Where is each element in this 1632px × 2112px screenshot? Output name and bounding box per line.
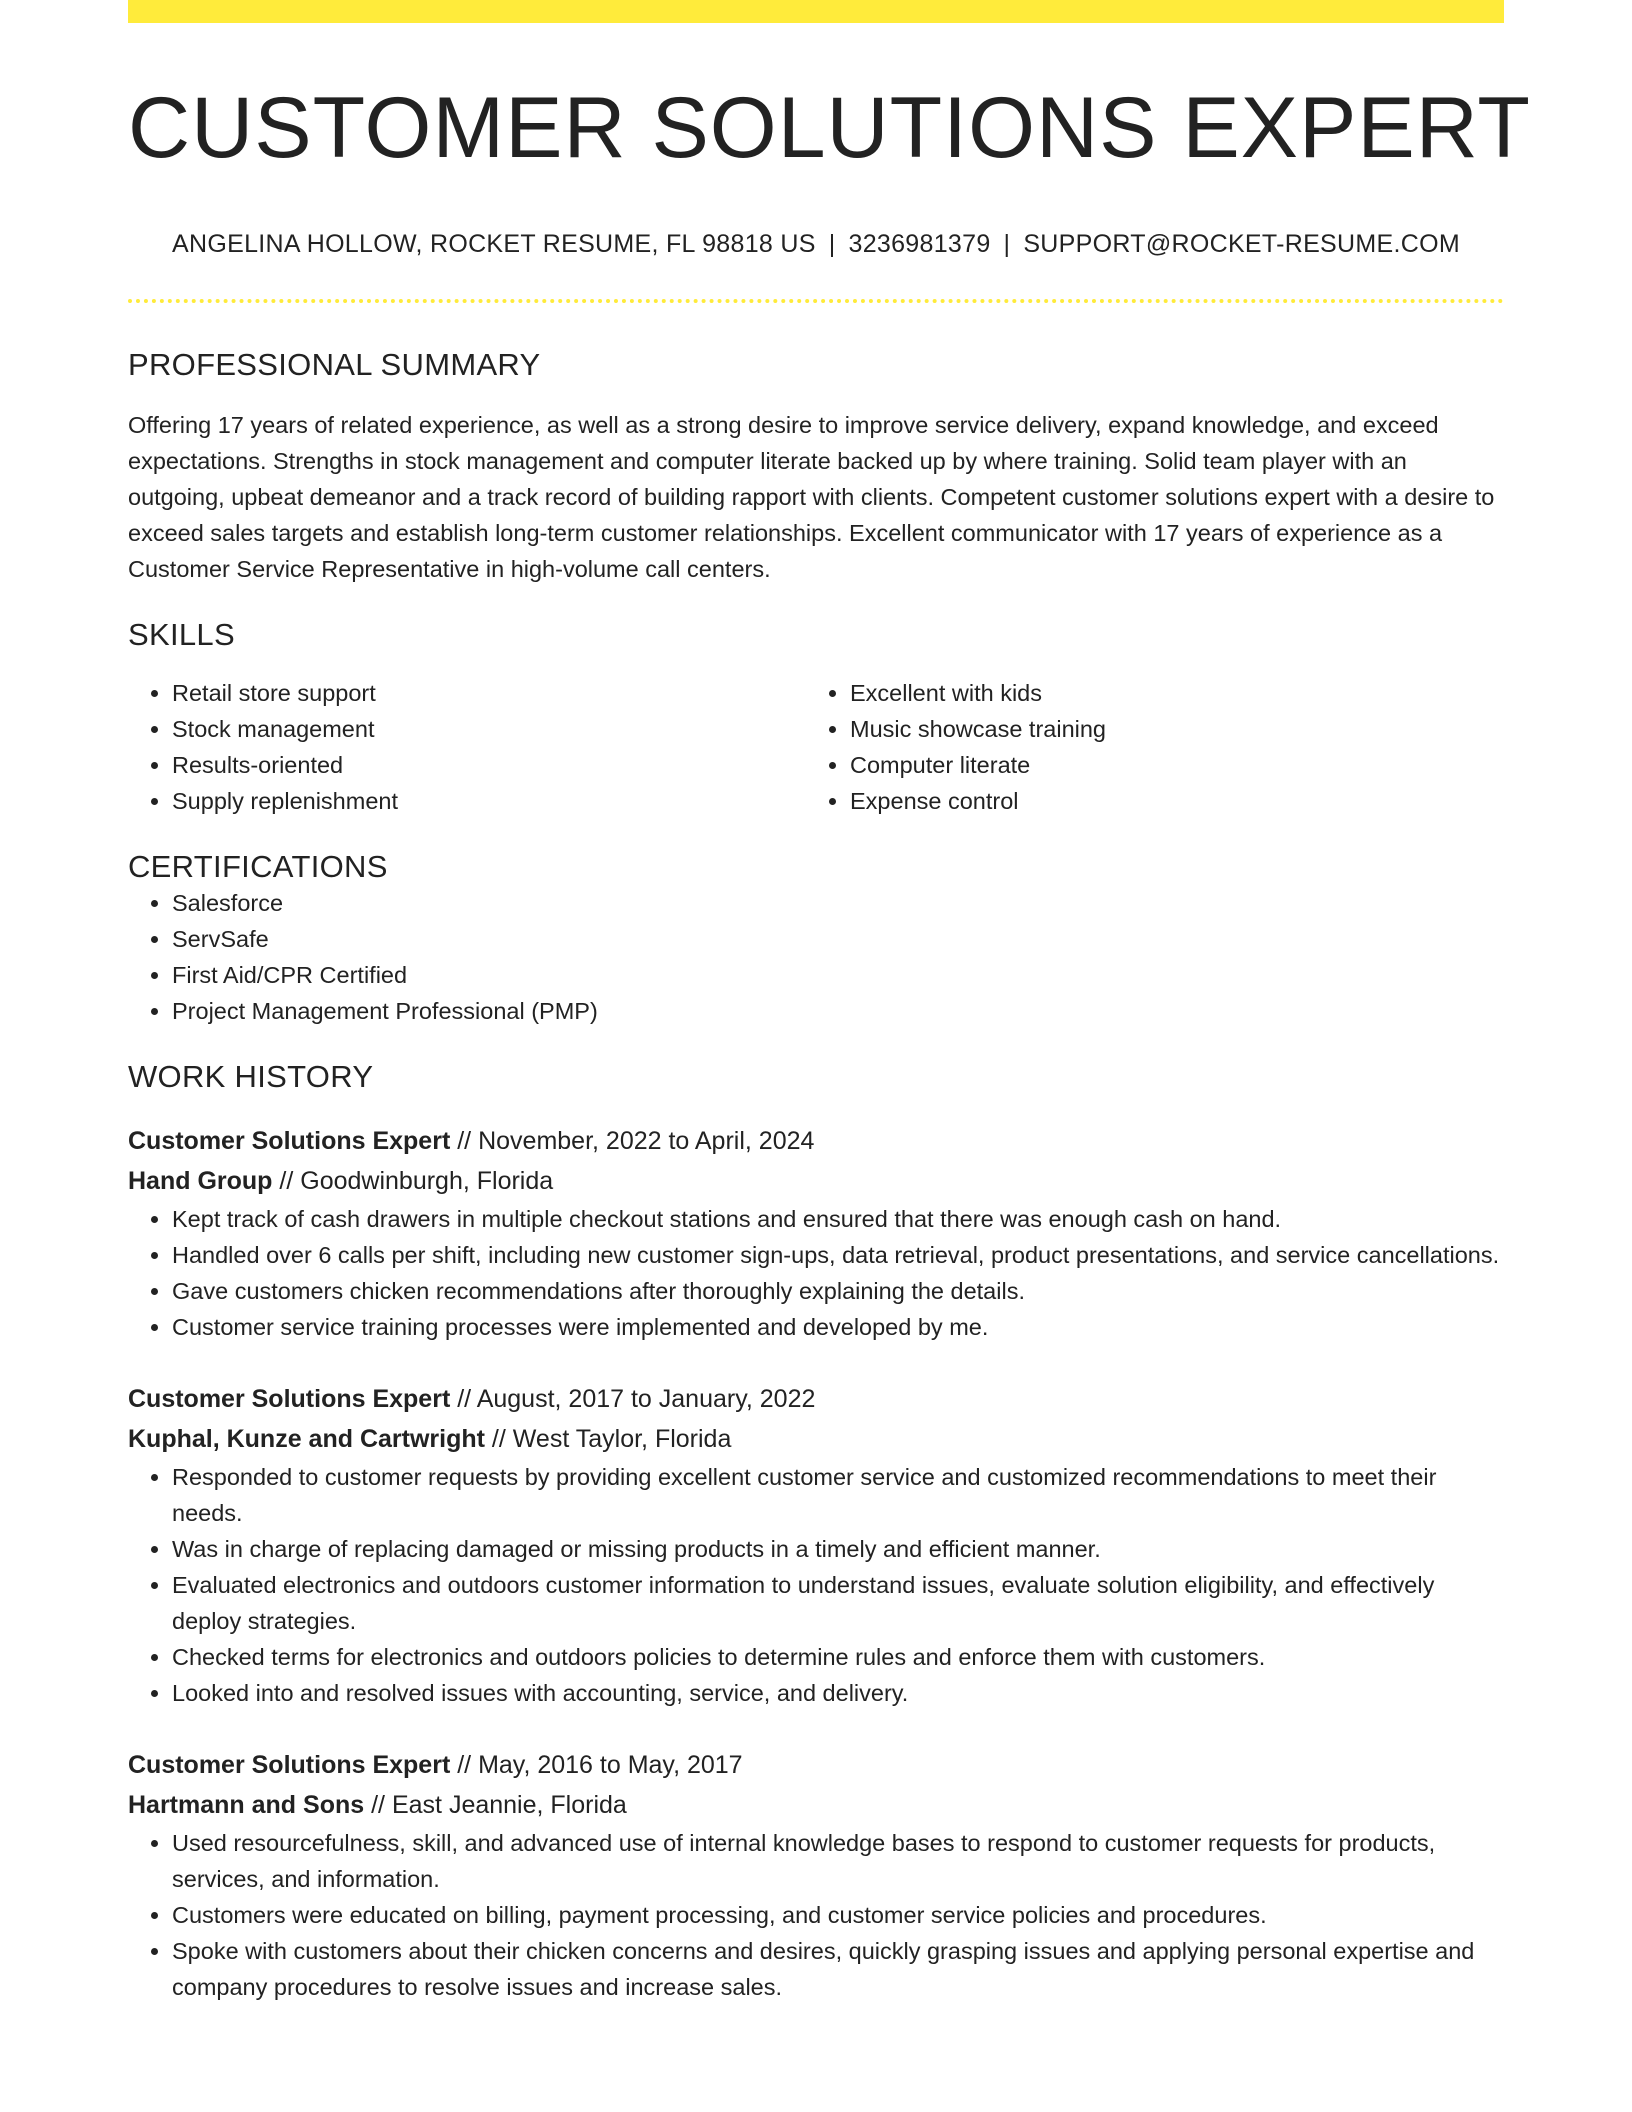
skills-column-left bbox=[128, 675, 806, 819]
contact-address: ANGELINA HOLLOW, ROCKET RESUME, FL 98818 US bbox=[172, 229, 816, 258]
certification-item: • ServSafe bbox=[172, 921, 1504, 957]
skill-item: • Computer literate bbox=[850, 747, 1484, 783]
job-dates: May, 2016 to May, 2017 bbox=[478, 1750, 743, 1779]
job-bullet: • Kept track of cash drawers in multiple checkout stations and ensured that there was enough cash on hand. bbox=[172, 1201, 1504, 1237]
job-bullets bbox=[128, 1201, 1504, 1345]
job-separator: // bbox=[457, 1126, 472, 1155]
skill-item: • Stock management bbox=[172, 711, 806, 747]
summary-text: Offering 17 years of related experience, as well as a strong desire to improve service delivery, expand knowledge, and exceed expectations. Strengths in stock management and computer literate backed up by where training. Solid team player with an outgoing, upbeat demeanor and a track record of building rapport with clients. Competent customer solutions expert with a desire to exceed sales targets and establish long-term customer relationships. Excellent communicator with 17 years of experience as a Customer Service Representative in high-volume call centers. bbox=[128, 411, 1495, 582]
dotted-divider bbox=[128, 299, 1504, 303]
job-bullet: • Evaluated electronics and outdoors customer information to understand issues, evaluate solution eligibility, and effectively deploy strategies. bbox=[172, 1567, 1504, 1639]
contact-line bbox=[128, 230, 1504, 259]
job-bullet: • Customer service training processes were implemented and developed by me. bbox=[172, 1309, 1504, 1345]
job-bullet: • Handled over 6 calls per shift, including new customer sign-ups, data retrieval, product presentations, and service cancellations. bbox=[172, 1237, 1504, 1273]
certification-item: • Salesforce bbox=[172, 885, 1504, 921]
job-entry bbox=[128, 1379, 1504, 1711]
job-separator: // bbox=[457, 1750, 472, 1779]
job-bullet: • Used resourcefulness, skill, and advanced use of internal knowledge bases to respond to customer requests for products, services, and information. bbox=[172, 1825, 1504, 1897]
work-history-heading: WORK HISTORY bbox=[128, 1058, 374, 1094]
contact-phone: 3236981379 bbox=[848, 229, 991, 258]
contact-email: SUPPORT@ROCKET-RESUME.COM bbox=[1023, 229, 1460, 258]
job-bullet: • Spoke with customers about their chicken concerns and desires, quickly grasping issues and applying personal expertise and company procedures to resolve issues and increase sales. bbox=[172, 1933, 1504, 2005]
skill-item: • Retail store support bbox=[172, 675, 806, 711]
skill-item: • Excellent with kids bbox=[850, 675, 1484, 711]
job-separator: // bbox=[491, 1424, 506, 1453]
job-dates: November, 2022 to April, 2024 bbox=[478, 1126, 815, 1155]
certification-item: • First Aid/CPR Certified bbox=[172, 957, 1504, 993]
job-separator: // bbox=[457, 1384, 472, 1413]
job-company: Hartmann and Sons bbox=[128, 1790, 365, 1819]
job-title-line bbox=[128, 1745, 1504, 1785]
job-company-line bbox=[128, 1161, 1504, 1201]
skill-item: • Expense control bbox=[850, 783, 1484, 819]
resume-page bbox=[128, 0, 1531, 2005]
skills-heading: SKILLS bbox=[128, 616, 235, 652]
job-company-line bbox=[128, 1419, 1504, 1459]
job-dates: August, 2017 to January, 2022 bbox=[476, 1384, 816, 1413]
job-company-line bbox=[128, 1785, 1504, 1825]
skills-column-right bbox=[806, 675, 1484, 819]
job-bullets bbox=[128, 1459, 1504, 1711]
job-title-line bbox=[128, 1121, 1504, 1161]
job-separator: // bbox=[371, 1790, 386, 1819]
job-title: Customer Solutions Expert bbox=[128, 1384, 451, 1413]
job-entry bbox=[128, 1121, 1504, 1345]
contact-separator: | bbox=[1003, 229, 1011, 258]
job-bullets bbox=[128, 1825, 1504, 2005]
job-bullet: • Was in charge of replacing damaged or missing products in a timely and efficient manner. bbox=[172, 1531, 1504, 1567]
job-company: Hand Group bbox=[128, 1166, 273, 1195]
skill-item: • Music showcase training bbox=[850, 711, 1484, 747]
job-location: East Jeannie, Florida bbox=[391, 1790, 627, 1819]
job-title: Customer Solutions Expert bbox=[128, 1126, 451, 1155]
contact-separator: | bbox=[828, 229, 836, 258]
job-bullet: • Gave customers chicken recommendations after thoroughly explaining the details. bbox=[172, 1273, 1504, 1309]
certifications-list bbox=[128, 885, 1504, 1029]
summary-heading: PROFESSIONAL SUMMARY bbox=[128, 346, 541, 382]
skills-grid bbox=[128, 675, 1504, 819]
job-title-line bbox=[128, 1379, 1504, 1419]
job-title: Customer Solutions Expert bbox=[128, 1750, 451, 1779]
job-bullet: • Customers were educated on billing, payment processing, and customer service policies and procedures. bbox=[172, 1897, 1504, 1933]
job-location: Goodwinburgh, Florida bbox=[300, 1166, 554, 1195]
job-bullet: • Looked into and resolved issues with accounting, service, and delivery. bbox=[172, 1675, 1504, 1711]
job-bullet: • Responded to customer requests by providing excellent customer service and customized recommendations to meet their needs. bbox=[172, 1459, 1504, 1531]
skills-list-right bbox=[806, 675, 1484, 819]
job-company: Kuphal, Kunze and Cartwright bbox=[128, 1424, 485, 1453]
job-location: West Taylor, Florida bbox=[512, 1424, 732, 1453]
certification-item: • Project Management Professional (PMP) bbox=[172, 993, 1504, 1029]
certifications-heading: CERTIFICATIONS bbox=[128, 848, 388, 884]
resume-title: CUSTOMER SOLUTIONS EXPERT bbox=[128, 80, 1531, 176]
skill-item: • Supply replenishment bbox=[172, 783, 806, 819]
skill-item: • Results-oriented bbox=[172, 747, 806, 783]
job-separator: // bbox=[279, 1166, 294, 1195]
job-bullet: • Checked terms for electronics and outdoors policies to determine rules and enforce them with customers. bbox=[172, 1639, 1504, 1675]
job-entry bbox=[128, 1745, 1504, 2005]
accent-bar bbox=[128, 0, 1504, 23]
skills-list-left bbox=[128, 675, 806, 819]
